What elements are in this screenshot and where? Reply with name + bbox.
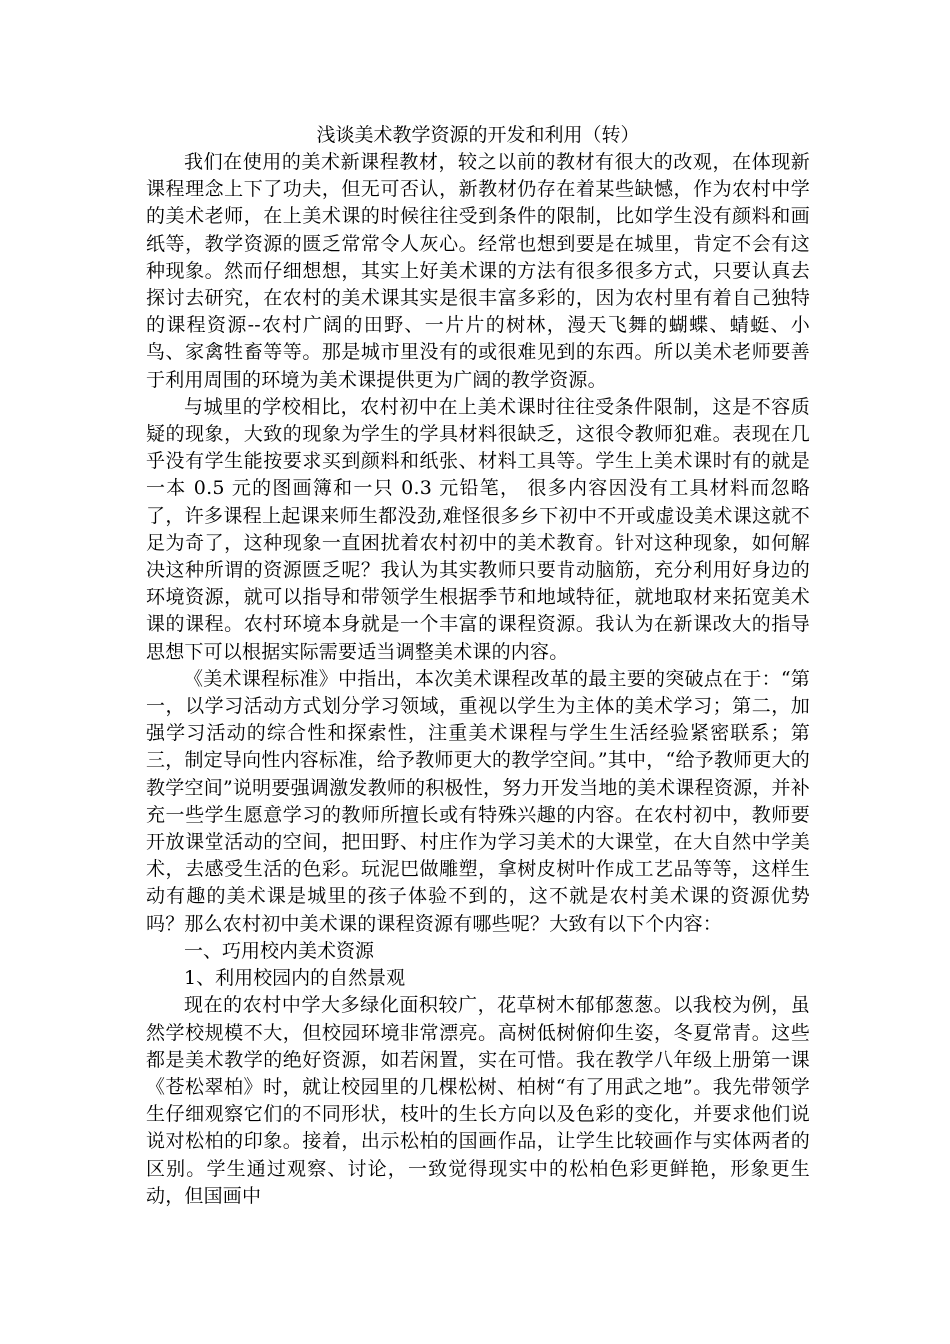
paragraph-intro: 我们在使用的美术新课程教材，较之以前的教材有很大的改观，在体现新课程理念上下了功夫，但无可否认，新教材仍存在着某些缺憾，作为农村中学的美术老师，在上美术课的时候往往受到条件的限制，比如学生没有颜料和画纸等，教学资源的匮乏常常令人灰心。经常也想到要是在城里，肯定不会有这种现象。然而仔细想想，其实上好美术课的方法有很多很多方式，只要认真去探讨去研究，在农村的美术课其实是很丰富多彩的，因为农村里有着自己独特的课程资源--农村广阔的田野、一片片的树林，漫天飞舞的蝴蝶、蜻蜓、小鸟、家禽牲畜等等。那是城市里没有的或很难见到的东西。所以美术老师要善于利用周围的环境为美术课提供更为广阔的教学资源。 [146, 151, 810, 391]
document-title: 浅谈美术教学资源的开发和利用（转） [316, 124, 640, 146]
paragraph-campus-scenery: 现在的农村中学大多绿化面积较广，花草树木郁郁葱葱。以我校为例，虽然学校规模不大，但校园环境非常漂亮。高树低树俯仰生姿，冬夏常青。这些都是美术教学的绝好资源，如若闲置，实在可惜。我在教学八年级上册第一课《苍松翠柏》时，就让校园里的几棵松树、柏树“有了用武之地”。我先带领学生仔细观察它们的不同形状，枝叶的生长方向以及色彩的变化，并要求他们说说对松柏的印象。接着，出示松柏的国画作品，让学生比较画作与实体两者的区别。学生通过观察、讨论，一致觉得现实中的松柏色彩更鲜艳，形象更生动，但国画中 [146, 994, 810, 1207]
paragraph-curriculum-standard: 《美术课程标准》中指出，本次美术课程改革的最主要的突破点在于：“第一，以学习活动方式划分学习领域，重视以学生为主体的美术学习；第二，加强学习活动的综合性和探索性，注重美术课程与学生生活经验紧密联系；第三，制定导向性内容标准，给予教师更大的教学空间。”其中，“给予教师更大的教学空间”说明要强调激发教师的积极性，努力开发当地的美术课程资源，并补充一些学生愿意学习的教师所擅长或有特殊兴趣的内容。在农村初中，教师要开放课堂活动的空间，把田野、村庄作为学习美术的大课堂，在大自然中学美术，去感受生活的色彩。玩泥巴做雕塑，拿树皮树叶作成工艺品等等，这样生动有趣的美术课是城里的孩子体验不到的，这不就是农村美术课的资源优势吗？那么农村初中美术课的课程资源有哪些呢？大致有以下个内容： [146, 667, 810, 935]
section-heading: 一、巧用校内美术资源 [184, 939, 375, 962]
subsection-heading: 1、利用校园内的自然景观 [184, 967, 406, 990]
paragraph-rural-conditions: 与城里的学校相比，农村初中在上美术课时往往受条件限制，这是不容质疑的现象，大致的现象为学生的学具材料很缺乏，这很令教师犯难。表现在几乎没有学生能按要求买到颜料和纸张、材料工具等。学生上美术课时有的就是一本 0.5 元的图画簿和一只 0.3 元铅笔， 很多内容因没有工具材料而忽略了，许多课程上起课来师生都没劲,难怪很多乡下初中不开或虚设美术课这就不足为奇了，这种现象一直困扰着农村初中的美术教育。针对这种现象，如何解决这种所谓的资源匮乏呢？我认为其实教师只要肯动脑筋，充分利用好身边的环境资源，就可以指导和带领学生根据季节和地域特征，就地取材来拓宽美术课的课程。农村环境本身就是一个丰富的课程资源。我认为在新课改大的指导思想下可以根据实际需要适当调整美术课的内容。 [146, 395, 810, 663]
document-body [146, 122, 810, 1210]
